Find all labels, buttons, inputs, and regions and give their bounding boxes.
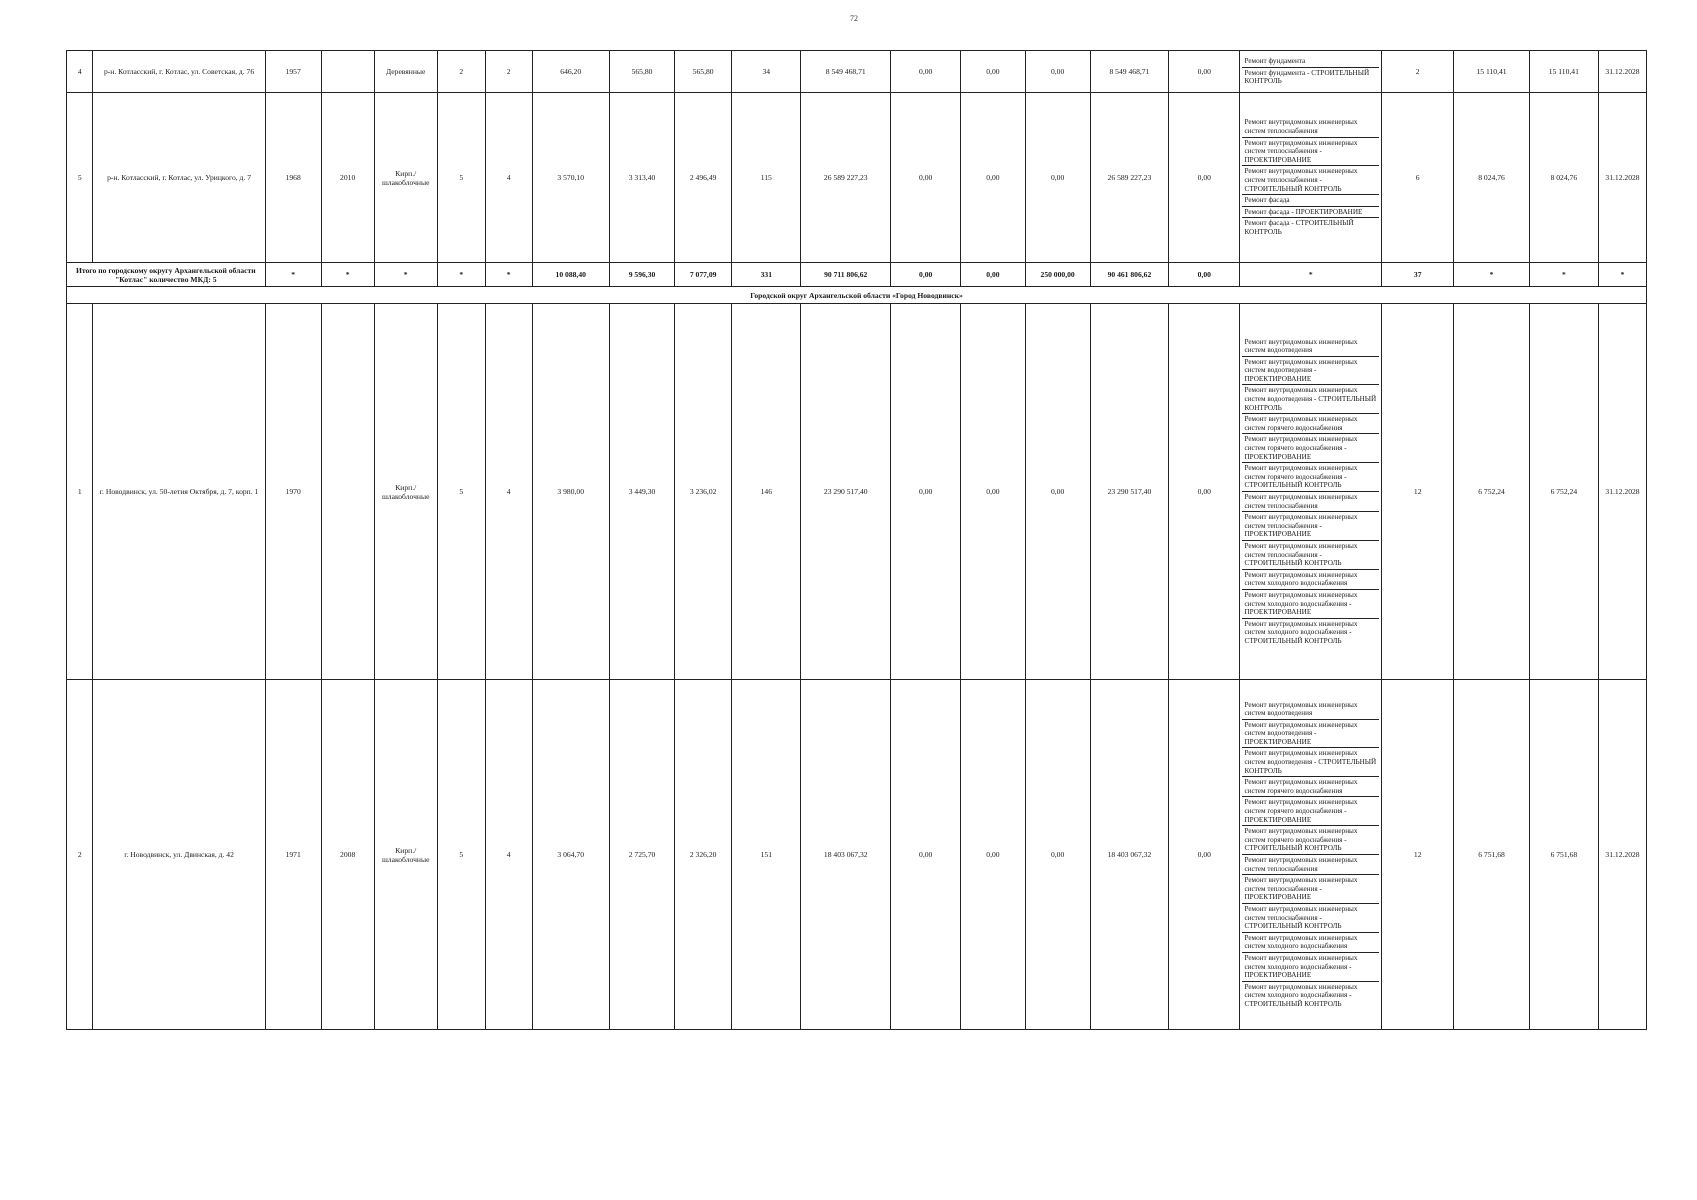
cell-cost: 26 589 227,23 (801, 93, 891, 263)
work-item: Ремонт внутридомовых инженерных систем теплоснабжения - СТРОИТЕЛЬНЫЙ КОНТРОЛЬ (1242, 904, 1379, 933)
cell-people: 146 (732, 304, 801, 680)
work-item: Ремонт внутридомовых инженерных систем теплоснабжения - СТРОИТЕЛЬНЫЙ КОНТРОЛЬ (1242, 166, 1379, 195)
work-item: Ремонт внутридомовых инженерных систем холодного водоснабжения - СТРОИТЕЛЬНЫЙ КОНТРОЛЬ (1244, 619, 1358, 645)
total-dash: * (485, 263, 532, 287)
total-dash: * (437, 263, 485, 287)
cell-entr: 4 (485, 680, 532, 1030)
total-dash: * (374, 263, 437, 287)
cell-date: 31.12.2028 (1598, 51, 1646, 93)
work-item: Ремонт внутридомовых инженерных систем горячего водоснабжения (1242, 414, 1379, 434)
work-item: Ремонт внутридомовых инженерных систем теплоснабжения (1242, 117, 1379, 137)
cell-s1: 6 751,68 (1454, 680, 1529, 1030)
cell-s2: 6 752,24 (1529, 304, 1598, 680)
work-item: Ремонт внутридомовых инженерных систем холодного водоснабжения - ПРОЕКТИРОВАНИЕ (1242, 953, 1379, 982)
cell-cost: 23 290 517,40 (801, 304, 891, 680)
cell-s1: 6 752,24 (1454, 304, 1529, 680)
works-cell (1240, 93, 1382, 263)
work-item: Ремонт фундамента - СТРОИТЕЛЬНЫЙ КОНТРОЛЬ (1244, 68, 1370, 86)
cell-year: 1968 (265, 93, 321, 263)
cell-f2: 0,00 (961, 51, 1025, 93)
cell-walls: Кирп./ шлакоблочные (374, 93, 437, 263)
work-item: Ремонт внутридомовых инженерных систем горячего водоснабжения - ПРОЕКТИРОВАНИЕ (1242, 434, 1379, 463)
cell-s1: 8 024,76 (1454, 93, 1529, 263)
work-item: Ремонт внутридомовых инженерных систем теплоснабжения - ПРОЕКТИРОВАНИЕ (1242, 512, 1379, 541)
cell-s2: 15 110,41 (1529, 51, 1598, 93)
total-dash: * (321, 263, 374, 287)
cell-year: 1971 (265, 680, 321, 1030)
works-cell (1240, 51, 1382, 93)
cell-walls: Кирп./ шлакоблочные (374, 304, 437, 680)
cell-f1: 0,00 (891, 304, 961, 680)
cell-f1: 0,00 (891, 51, 961, 93)
cell-a1: 3 980,00 (532, 304, 609, 680)
cell-floors: 5 (437, 93, 485, 263)
table-row (67, 51, 1647, 93)
cell-n: 5 (67, 93, 93, 263)
cell-entr: 4 (485, 93, 532, 263)
cell-addr: р-н. Котласский, г. Котлас, ул. Урицкого, д. 7 (93, 93, 265, 263)
total-a1: 10 088,40 (532, 263, 609, 287)
total-a3: 7 077,09 (675, 263, 732, 287)
cell-entr: 2 (485, 51, 532, 93)
cell-addr: г. Новодвинск, ул. Двинская, д. 42 (93, 680, 265, 1030)
work-item: Ремонт внутридомовых инженерных систем водоотведения - ПРОЕКТИРОВАНИЕ (1242, 357, 1379, 386)
work-item: Ремонт внутридомовых инженерных систем холодного водоснабжения (1242, 570, 1379, 590)
cell-entr: 4 (485, 304, 532, 680)
cell-a1: 646,20 (532, 51, 609, 93)
work-item: Ремонт внутридомовых инженерных систем водоотведения (1242, 337, 1379, 357)
cell-f5: 0,00 (1169, 680, 1240, 1030)
cell-n: 4 (67, 51, 93, 93)
total-f2: 0,00 (961, 263, 1025, 287)
work-item: Ремонт внутридомовых инженерных систем теплоснабжения - ПРОЕКТИРОВАНИЕ (1242, 138, 1379, 167)
table-row (67, 304, 1647, 680)
group-header: Городской округ Архангельской области «Город Новодвинск» (67, 287, 1647, 304)
cell-year2: 2010 (321, 93, 374, 263)
works-cell (1240, 680, 1382, 1030)
work-item: Ремонт внутридомовых инженерных систем горячего водоснабжения - СТРОИТЕЛЬНЫЙ КОНТРОЛЬ (1242, 463, 1379, 492)
cell-floors: 5 (437, 680, 485, 1030)
cell-a1: 3 064,70 (532, 680, 609, 1030)
cell-a1: 3 570,10 (532, 93, 609, 263)
cell-a3: 2 326,20 (675, 680, 732, 1030)
total-wcount: 37 (1382, 263, 1454, 287)
work-item: Ремонт внутридомовых инженерных систем горячего водоснабжения - ПРОЕКТИРОВАНИЕ (1242, 797, 1379, 826)
work-item: Ремонт внутридомовых инженерных систем водоотведения - СТРОИТЕЛЬНЫЙ КОНТРОЛЬ (1242, 748, 1379, 777)
total-dash: * (1529, 263, 1598, 287)
works-cell (1240, 304, 1382, 680)
cell-year: 1970 (265, 304, 321, 680)
cell-f5: 0,00 (1169, 51, 1240, 93)
cell-f3: 0,00 (1025, 93, 1090, 263)
total-cost: 90 711 806,62 (801, 263, 891, 287)
cell-f3: 0,00 (1025, 304, 1090, 680)
cell-people: 151 (732, 680, 801, 1030)
cell-f2: 0,00 (961, 680, 1025, 1030)
cell-date: 31.12.2028 (1598, 93, 1646, 263)
total-people: 331 (732, 263, 801, 287)
total-dash: * (1598, 263, 1646, 287)
work-item: Ремонт внутридомовых инженерных систем водоотведения - СТРОИТЕЛЬНЫЙ КОНТРОЛЬ (1242, 385, 1379, 414)
cell-f1: 0,00 (891, 93, 961, 263)
total-f3: 250 000,00 (1025, 263, 1090, 287)
cell-a3: 2 496,49 (675, 93, 732, 263)
work-item: Ремонт фасада - СТРОИТЕЛЬНЫЙ КОНТРОЛЬ (1244, 219, 1354, 236)
total-f5: 0,00 (1169, 263, 1240, 287)
cell-floors: 5 (437, 304, 485, 680)
cell-f5: 0,00 (1169, 304, 1240, 680)
table-row (67, 680, 1647, 1030)
cell-people: 34 (732, 51, 801, 93)
cell-a2: 3 313,40 (609, 93, 674, 263)
table-row (67, 93, 1647, 263)
work-item: Ремонт внутридомовых инженерных систем теплоснабжения (1242, 855, 1379, 875)
cell-s1: 15 110,41 (1454, 51, 1529, 93)
cell-a3: 3 236,02 (675, 304, 732, 680)
work-item: Ремонт внутридомовых инженерных систем холодного водоснабжения - ПРОЕКТИРОВАНИЕ (1242, 590, 1379, 619)
cell-walls: Деревянные (374, 51, 437, 93)
cell-f2: 0,00 (961, 93, 1025, 263)
works-list (1242, 337, 1379, 647)
works-list (1242, 56, 1379, 87)
cell-f4: 26 589 227,23 (1090, 93, 1168, 263)
work-item: Ремонт внутридомовых инженерных систем холодного водоснабжения (1242, 933, 1379, 953)
cell-year: 1957 (265, 51, 321, 93)
cell-cost: 18 403 067,32 (801, 680, 891, 1030)
cell-wcount: 12 (1382, 304, 1454, 680)
cell-a3: 565,80 (675, 51, 732, 93)
total-f4: 90 461 806,62 (1090, 263, 1168, 287)
cell-f3: 0,00 (1025, 680, 1090, 1030)
work-item: Ремонт внутридомовых инженерных систем теплоснабжения - СТРОИТЕЛЬНЫЙ КОНТРОЛЬ (1242, 541, 1379, 570)
repair-register-table (66, 50, 1647, 1030)
cell-f4: 23 290 517,40 (1090, 304, 1168, 680)
cell-f5: 0,00 (1169, 93, 1240, 263)
total-label: Итого по городскому округу Архангельской области "Котлас" количество МКД: 5 (67, 263, 266, 287)
work-item: Ремонт внутридомовых инженерных систем горячего водоснабжения - СТРОИТЕЛЬНЫЙ КОНТРОЛЬ (1242, 826, 1379, 855)
cell-f2: 0,00 (961, 304, 1025, 680)
cell-year2: 2008 (321, 680, 374, 1030)
cell-addr: р-н. Котласский, г. Котлас, ул. Советская, д. 76 (93, 51, 265, 93)
cell-a2: 2 725,70 (609, 680, 674, 1030)
cell-date: 31.12.2028 (1598, 304, 1646, 680)
cell-people: 115 (732, 93, 801, 263)
cell-addr: г. Новодвинск, ул. 50-летия Октября, д. 7, корп. 1 (93, 304, 265, 680)
work-item: Ремонт внутридомовых инженерных систем горячего водоснабжения (1242, 777, 1379, 797)
work-item: Ремонт внутридомовых инженерных систем теплоснабжения - ПРОЕКТИРОВАНИЕ (1242, 875, 1379, 904)
cell-s2: 6 751,68 (1529, 680, 1598, 1030)
works-list (1242, 700, 1379, 1010)
cell-date: 31.12.2028 (1598, 680, 1646, 1030)
work-item: Ремонт внутридомовых инженерных систем водоотведения - ПРОЕКТИРОВАНИЕ (1242, 720, 1379, 749)
total-dash: * (1240, 263, 1382, 287)
cell-n: 2 (67, 680, 93, 1030)
cell-wcount: 12 (1382, 680, 1454, 1030)
cell-f4: 18 403 067,32 (1090, 680, 1168, 1030)
cell-s2: 8 024,76 (1529, 93, 1598, 263)
cell-a2: 565,80 (609, 51, 674, 93)
cell-cost: 8 549 468,71 (801, 51, 891, 93)
cell-a2: 3 449,30 (609, 304, 674, 680)
total-a2: 9 596,30 (609, 263, 674, 287)
work-item: Ремонт фасада - ПРОЕКТИРОВАНИЕ (1242, 207, 1379, 219)
cell-year2 (321, 51, 374, 93)
total-dash: * (1454, 263, 1529, 287)
work-item: Ремонт внутридомовых инженерных систем теплоснабжения (1242, 492, 1379, 512)
work-item: Ремонт фасада (1242, 195, 1379, 207)
cell-floors: 2 (437, 51, 485, 93)
total-dash: * (265, 263, 321, 287)
page-number: 72 (850, 14, 858, 23)
cell-f4: 8 549 468,71 (1090, 51, 1168, 93)
cell-year2 (321, 304, 374, 680)
group-header-row (67, 287, 1647, 304)
cell-wcount: 2 (1382, 51, 1454, 93)
work-item: Ремонт внутридомовых инженерных систем холодного водоснабжения - СТРОИТЕЛЬНЫЙ КОНТРОЛЬ (1244, 982, 1358, 1008)
cell-f3: 0,00 (1025, 51, 1090, 93)
total-row (67, 263, 1647, 287)
works-list (1242, 117, 1379, 237)
cell-f1: 0,00 (891, 680, 961, 1030)
total-f1: 0,00 (891, 263, 961, 287)
work-item: Ремонт внутридомовых инженерных систем водоотведения (1242, 700, 1379, 720)
cell-n: 1 (67, 304, 93, 680)
work-item: Ремонт фундамента (1242, 56, 1379, 68)
cell-walls: Кирп./ шлакоблочные (374, 680, 437, 1030)
cell-wcount: 6 (1382, 93, 1454, 263)
